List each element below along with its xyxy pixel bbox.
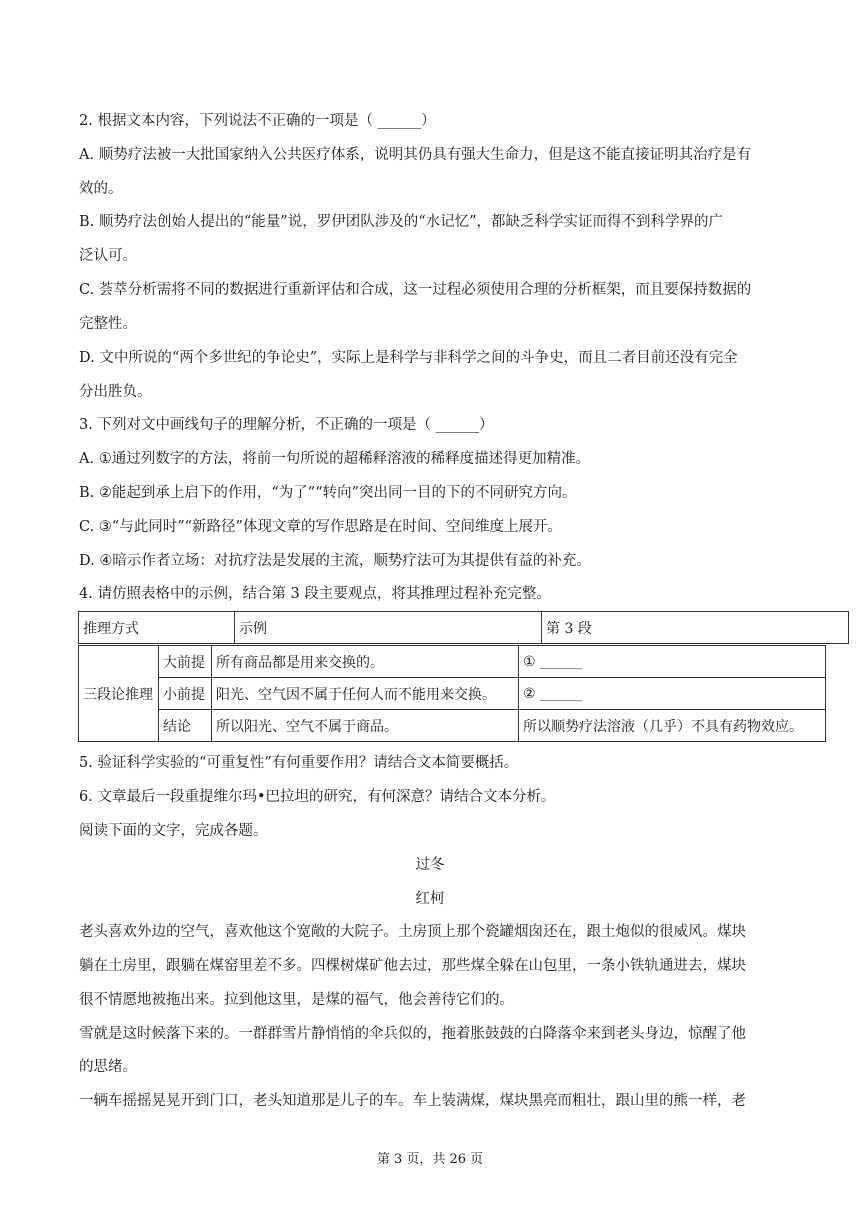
table-group-cell: 三段论推理: [79, 646, 159, 742]
question-2-stem: 2. 根据文本内容，下列说法不正确的一项是（ ______）: [79, 113, 436, 129]
question-3-option-d: D. ④暗示作者立场：对抗疗法是发展的主流，顺势疗法可为其提供有益的补充。: [79, 553, 591, 569]
passage-author: 红柯: [415, 891, 445, 907]
reasoning-table: [78, 645, 826, 742]
table-header-cell: 示例: [235, 612, 542, 644]
question-3-stem: 3. 下列对文中画线句子的理解分析，不正确的一项是（ ______）: [79, 417, 494, 433]
reading-intro: 阅读下面的文字，完成各题。: [79, 823, 268, 839]
table-example-cell: 所有商品都是用来交换的。: [212, 646, 519, 678]
table-example-cell: 所以阳光、空气不属于商品。: [212, 710, 519, 742]
passage-title: 过冬: [415, 857, 445, 873]
table-row-label: 小前提: [159, 678, 212, 710]
question-5: 5. 验证科学实验的“可重复性”有何重要作用？请结合文本简要概括。: [79, 755, 519, 771]
page-number: 第 3 页，共 26 页: [376, 1152, 484, 1167]
passage-paragraph-2: 雪就是这时候落下来的。一群群雪片静悄悄的伞兵似的，拖着胀鼓鼓的白降落伞来到老头身边，惊醒了他: [79, 1026, 746, 1042]
reasoning-table-header: [78, 611, 849, 644]
table-header-cell: 推理方式: [79, 612, 235, 644]
question-6: 6. 文章最后一段重提维尔玛•巴拉坦的研究，有何深意？请结合文本分析。: [79, 789, 556, 805]
table-row: [79, 646, 826, 678]
question-2-option-b: B. 顺势疗法创始人提出的“能量”说，罗伊团队涉及的“水记忆”，都缺乏科学实证而得不到科学界的广: [79, 214, 724, 230]
table-row-label: 结论: [159, 710, 212, 742]
question-2-option-d: D. 文中所说的“两个多世纪的争论史”，实际上是科学与非科学之间的斗争史，而且二者目前还没有完全: [79, 350, 738, 366]
passage-paragraph-3: 一辆车摇摇晃晃开到门口，老头知道那是儿子的车。车上装满煤，煤块黑亮而粗壮，跟山里的熊一样，老: [79, 1093, 746, 1109]
table-row-label: 大前提: [159, 646, 212, 678]
question-2-option-c-cont: 完整性。: [79, 316, 137, 332]
question-2-option-a: A. 顺势疗法被一大批国家纳入公共医疗体系，说明其仍具有强大生命力，但是这不能直接证明其治疗是有: [79, 147, 752, 163]
question-2-option-a-cont: 效的。: [79, 181, 123, 197]
question-2-option-d-cont: 分出胜负。: [79, 384, 152, 400]
question-3-option-a: A. ①通过列数字的方法，将前一句所说的超稀释溶液的稀释度描述得更加精准。: [79, 451, 591, 467]
passage-paragraph-1: 躺在土房里，跟躺在煤窑里差不多。四棵树煤矿他去过，那些煤全躲在山包里，一条小铁轨通进去，煤块: [79, 958, 746, 974]
table-example-cell: 阳光、空气因不属于任何人而不能用来交换。: [212, 678, 519, 710]
table-row: [79, 678, 826, 710]
passage-paragraph-2: 的思绪。: [79, 1059, 137, 1075]
table-answer-cell: 所以顺势疗法溶液（几乎）不具有药物效应。: [519, 710, 826, 742]
question-2-option-b-cont: 泛认可。: [79, 248, 137, 264]
question-3-option-b: B. ②能起到承上启下的作用，“为了”“转向”突出同一目的下的不同研究方向。: [79, 485, 577, 501]
passage-paragraph-1: 老头喜欢外边的空气，喜欢他这个宽敞的大院子。土房顶上那个瓷罐烟囱还在，跟土炮似的很威风。煤块: [79, 924, 746, 940]
question-4-stem: 4. 请仿照表格中的示例，结合第 3 段主要观点，将其推理过程补充完整。: [79, 586, 551, 602]
passage-paragraph-1: 很不情愿地被拖出来。拉到他这里，是煤的福气，他会善待它们的。: [79, 992, 514, 1008]
table-answer-cell: ① ______: [519, 646, 826, 678]
table-answer-cell: ② ______: [519, 678, 826, 710]
table-row: [79, 710, 826, 742]
question-2-option-c: C. 荟萃分析需将不同的数据进行重新评估和合成，这一过程必须使用合理的分析框架，而且要保持数据的: [79, 282, 752, 298]
table-header-cell: 第 3 段: [542, 612, 849, 644]
question-3-option-c: C. ③“与此同时”“新路径”体现文章的写作思路是在时间、空间维度上展开。: [79, 519, 562, 535]
